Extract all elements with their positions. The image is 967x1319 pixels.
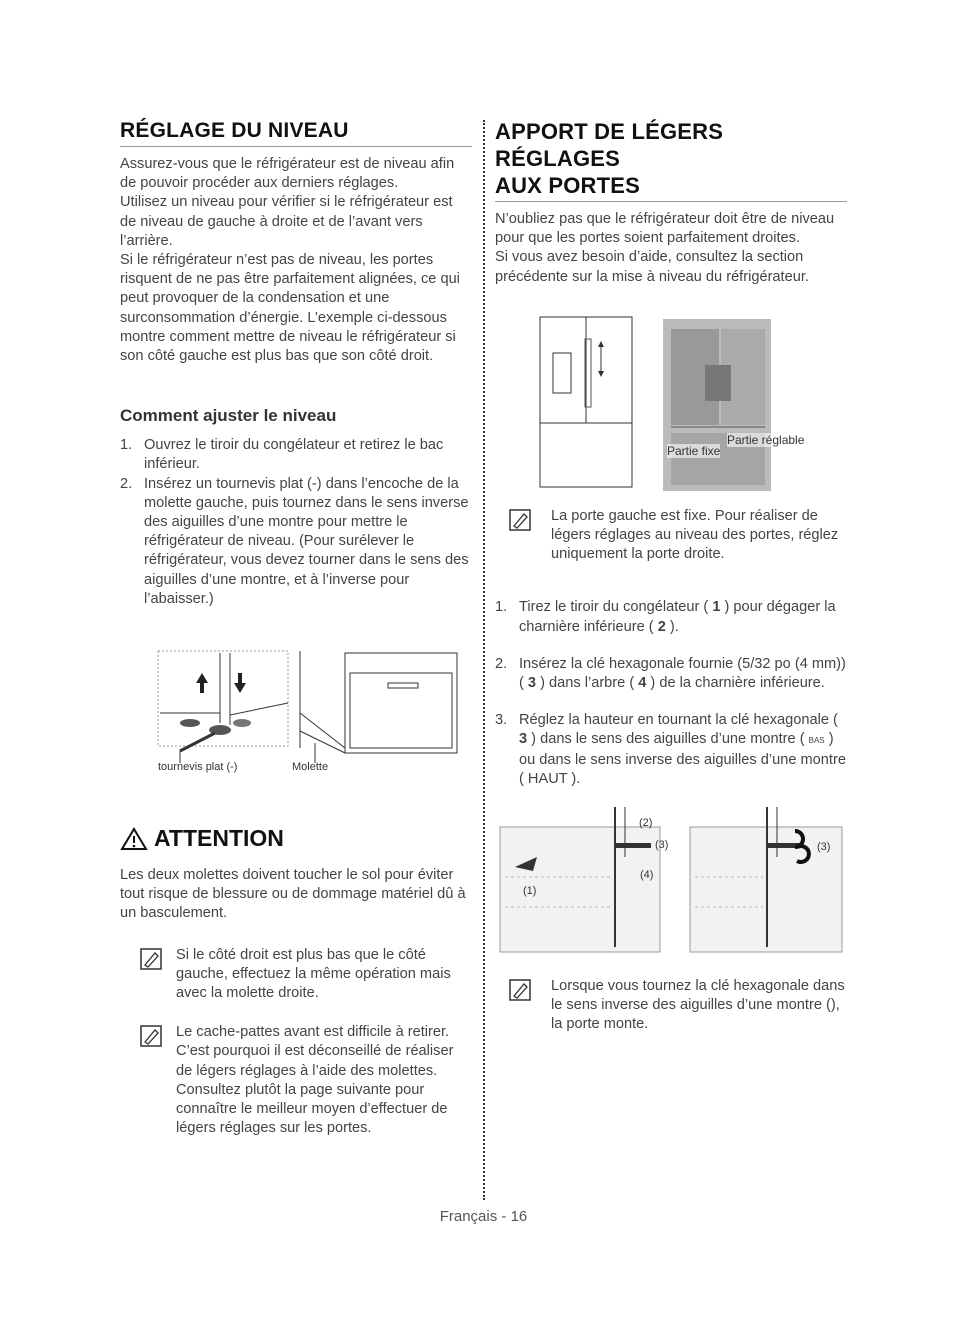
callout-4: (4) — [640, 869, 654, 882]
step-text: ) pour dégager la charnière inférieure ( — [519, 599, 836, 635]
step-item — [495, 711, 847, 789]
step-text: ) ou dans le sens inverse des aiguilles d’une montre ( HAUT ). — [519, 731, 846, 787]
step-callout: 2 — [657, 618, 666, 635]
leveling-steps — [120, 436, 472, 609]
step-text: ) dans l’arbre ( — [536, 675, 639, 692]
screwdriver-label: tournevis plat (-) — [158, 761, 238, 774]
right-column — [495, 118, 847, 1035]
step-number: 1. — [495, 599, 508, 616]
leveling-illustration — [120, 633, 472, 763]
subsection-title: Comment ajuster le niveau — [120, 406, 337, 426]
note-block — [495, 507, 847, 565]
callout-3-right: (3) — [817, 841, 831, 854]
step-text: Ouvrez le tiroir du congélateur et retirez le bac inférieur. — [144, 437, 444, 473]
step-callout: 3 — [527, 675, 537, 692]
column-divider — [483, 120, 485, 1200]
note-icon — [140, 948, 162, 970]
step-item — [495, 598, 847, 636]
step-callout: 4 — [638, 675, 647, 692]
doors-intro — [495, 210, 847, 287]
step-number: 2. — [120, 475, 133, 492]
attention-title: ATTENTION — [154, 825, 284, 852]
attention-heading — [120, 825, 472, 852]
section-title-leveling: RÉGLAGE DU NIVEAU — [120, 118, 472, 147]
hinge-illustration — [495, 807, 847, 957]
intro-paragraph: Utilisez un niveau pour vérifier si le réfrigérateur est de niveau de gauche à droite et de l’avant vers l’arrière. — [120, 194, 453, 249]
hinge-figure — [495, 807, 847, 957]
step-text: ) dans le sens des aiguilles d’une montre ( — [527, 731, 809, 748]
step-number: 2. — [495, 655, 508, 672]
note-text: Lorsque vous tournez la clé hexagonale dans le sens inverse des aiguilles d’une montre (), la porte monte. — [551, 978, 845, 1033]
left-column — [120, 118, 472, 1139]
step-text: Insérez la clé hexagonale fournie (5/32 po (4 mm)) ( — [519, 655, 846, 692]
fridge-doors-illustration — [495, 315, 847, 495]
doors-figure — [495, 315, 847, 495]
note-block — [120, 1023, 472, 1138]
note-icon — [509, 979, 531, 1001]
attention-text: Les deux molettes doivent toucher le sol pour éviter tout risque de blessure ou de dommage matériel dû à un basculement. — [120, 867, 466, 922]
callout-1: (1) — [523, 885, 537, 898]
note-text: La porte gauche est fixe. Pour réaliser de légers réglages au niveau des portes, réglez uniquement la porte droite. — [551, 507, 839, 563]
step-number: 3. — [495, 712, 508, 729]
intro-paragraph: Assurez-vous que le réfrigérateur est de niveau afin de pouvoir procéder aux derniers réglages. — [120, 156, 455, 192]
adjustable-part-label: Partie réglable — [727, 432, 805, 447]
note-text: Le cache-pattes avant est difficile à retirer. C’est pourquoi il est déconseillé de réaliser de légers réglages à l’aide des molettes. Consultez plutôt la page suivante pour connaître le meilleur moyen d’effectuer de légers réglages sur les portes. — [176, 1024, 454, 1137]
page-footer: Français - 16 — [439, 1208, 528, 1225]
leveling-intro — [120, 155, 472, 366]
leveling-figure — [120, 633, 472, 783]
wheel-label: Molette — [292, 761, 329, 774]
note-icon — [509, 509, 531, 531]
step-text: Insérez un tournevis plat (-) dans l’encoche de la molette gauche, puis tournez dans le sens inverse des aiguilles d’une montre pour mettre le réfrigérateur de niveau. (Pour surélever le réfrigérateur, vous devez tourner dans le sens des aiguilles d’une montre, et à l’inverse pour l’abaisser.) — [144, 475, 469, 607]
step-text: ) de la charnière inférieure. — [646, 675, 825, 692]
step-item — [120, 475, 472, 609]
intro-paragraph: Si vous avez besoin d’aide, consultez la section précédente sur la mise à niveau du réfrigérateur. — [495, 249, 809, 285]
note-block — [120, 946, 472, 1004]
step-text: Réglez la hauteur en tournant la clé hexagonale ( — [519, 712, 838, 729]
note-block — [495, 977, 847, 1035]
step-item — [495, 655, 847, 693]
note-icon — [140, 1025, 162, 1047]
section-title-doors-line1: APPORT DE LÉGERS RÉGLAGES — [495, 119, 724, 171]
step-text: Tirez le tiroir du congélateur ( — [519, 599, 713, 616]
intro-paragraph: Si le réfrigérateur n’est pas de niveau, les portes risquent de ne pas être parfaitement alignées, ce qui peut provoquer de la condensation et une surconsommation d’énergie. L’exemple ci-dessous montre comment mettre de niveau le réfrigérateur si son côté gauche est plus bas que son côté droit. — [120, 252, 460, 365]
fixed-part-label: Partie fixe — [667, 443, 721, 458]
warning-triangle-icon — [120, 827, 148, 851]
step-number: 1. — [120, 437, 133, 454]
step-text: ). — [665, 618, 679, 635]
section-title-doors-line2: AUX PORTES — [495, 172, 847, 202]
step-item — [120, 436, 472, 474]
door-adjust-steps — [495, 598, 847, 789]
note-text: Si le côté droit est plus bas que le côté gauche, effectuez la même opération mais avec la molette droite. — [176, 946, 451, 1002]
intro-paragraph: N’oubliez pas que le réfrigérateur doit être de niveau pour que les portes soient parfaitement droites. — [495, 211, 835, 247]
callout-2: (2) — [639, 817, 653, 830]
down-arrow-label: BAS — [808, 736, 825, 746]
step-callout: 1 — [712, 599, 721, 616]
step-callout: 3 — [519, 731, 528, 748]
callout-3: (3) — [655, 839, 669, 852]
